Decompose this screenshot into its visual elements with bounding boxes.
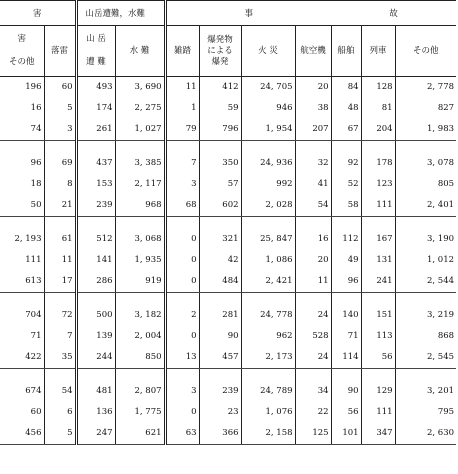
cell-sonota: 18 [30,179,42,189]
cell-ressha: 241 [361,271,395,293]
cell-rakurai: 35 [44,347,76,369]
cell-bakuhatsu: 366 [199,423,241,445]
gap-cell [241,293,295,306]
group-gap-row [0,293,456,306]
cell-ressha: 204 [361,119,395,141]
cell-ressha: 111 [361,195,395,217]
cell-bakuhatsu: 42 [199,250,241,271]
gap-cell [331,217,361,230]
cell-sangaku: 493 [76,77,115,99]
cell-koukuuki: 34 [295,381,331,402]
cell-suinan: 968 [115,195,165,217]
cell-ressha: 81 [361,98,395,119]
cell-sangaku: 244 [76,347,115,369]
cell-senpaku: 67 [331,119,361,141]
cell-bakuhatsu: 57 [199,174,241,195]
gap-cell [165,293,199,306]
group-header-sangaku-suinan: 山岳遭難，水難 [76,1,165,26]
cell-senpaku: 49 [331,250,361,271]
cell-sonota2: 3, 190 [395,229,456,250]
cell-sangaku: 261 [76,119,115,141]
gap-cell [0,141,44,154]
table-row [0,381,456,402]
cell-rakurai: 21 [44,195,76,217]
gap-cell [199,293,241,306]
cell-sangaku: 512 [76,229,115,250]
cell-senpaku: 96 [331,271,361,293]
cell-suinan: 3, 068 [115,229,165,250]
gap-cell [361,217,395,230]
cell-zattou: 7 [165,153,199,174]
col-header-bakuhatsu-line2: による [207,45,233,56]
table-row [0,250,456,271]
col-header-bakuhatsu [199,26,241,77]
cell-zattou: 3 [165,381,199,402]
gap-cell [361,293,395,306]
cell-kasai: 24, 936 [241,153,295,174]
cell-kasai: 2, 173 [241,347,295,369]
cell-senpaku: 140 [331,305,361,326]
cell-rakurai: 5 [44,423,76,445]
gap-cell [115,141,165,154]
cell-sonota2: 1, 012 [395,250,456,271]
gap-cell [165,141,199,154]
cell-kasai: 962 [241,326,295,347]
col-header-sangaku-top: 山 岳 [86,34,106,44]
gap-cell [115,369,165,382]
gap-cell [165,217,199,230]
cell-zattou: 63 [165,423,199,445]
cell-zattou: 3 [165,174,199,195]
cell-koukuuki: 207 [295,119,331,141]
col-header-senpaku: 船舶 [331,26,361,77]
cell-senpaku: 112 [331,229,361,250]
cell-sangaku: 141 [76,250,115,271]
col-header-sonota-bottom: その他 [8,57,35,67]
cell-senpaku: 90 [331,381,361,402]
cell-zattou: 0 [165,326,199,347]
gap-cell [361,369,395,382]
cell-sangaku: 500 [76,305,115,326]
cell-suinan: 3, 385 [115,153,165,174]
group-header-ji: 事 [165,1,331,26]
table-row [0,402,456,423]
cell-sonota: 456 [0,423,44,445]
cell-bakuhatsu: 412 [199,77,241,99]
header-row-columns [0,26,456,77]
col-header-sangaku-bottom: 遭 難 [86,57,106,67]
cell-ressha: 347 [361,423,395,445]
cell-rakurai: 8 [44,174,76,195]
cell-kasai: 24, 789 [241,381,295,402]
cell-koukuuki: 38 [295,98,331,119]
table-row [0,195,456,217]
cell-zattou: 68 [165,195,199,217]
gap-cell [44,217,76,230]
cell-suinan: 2, 275 [115,98,165,119]
cell-koukuuki: 16 [295,229,331,250]
gap-cell [295,141,331,154]
cell-sonota2: 2, 401 [395,195,456,217]
cell-koukuuki: 125 [295,423,331,445]
cell-sangaku: 247 [76,423,115,445]
col-header-rakurai: 落雷 [44,26,76,77]
cell-bakuhatsu: 457 [199,347,241,369]
cell-kasai: 25, 847 [241,229,295,250]
col-header-bakuhatsu-line3: 爆発 [211,56,229,67]
col-header-sonota-top: 害 [17,34,26,44]
col-header-zattou: 雑踏 [165,26,199,77]
cell-suinan: 3, 182 [115,305,165,326]
table-row [0,229,456,250]
cell-sonota: 2, 193 [14,234,42,244]
cell-bakuhatsu: 484 [199,271,241,293]
group-header-ko: 故 [331,1,456,26]
cell-sonota2: 3, 078 [395,153,456,174]
cell-kasai: 1, 086 [241,250,295,271]
cell-sonota: 60 [30,407,42,417]
cell-bakuhatsu: 602 [199,195,241,217]
cell-bakuhatsu: 796 [199,119,241,141]
gap-cell [76,141,115,154]
cell-zattou: 0 [165,250,199,271]
cell-kasai: 1, 076 [241,402,295,423]
gap-cell [395,141,456,154]
gap-cell [199,369,241,382]
cell-sonota2: 805 [395,174,456,195]
cell-ressha: 111 [361,402,395,423]
gap-cell [361,141,395,154]
cell-sonota: 422 [0,347,44,369]
cell-sonota: 613 [0,271,44,293]
cell-senpaku: 114 [331,347,361,369]
cell-sonota: 196 [25,82,42,92]
cell-sonota2: 2, 545 [395,347,456,369]
cell-zattou: 0 [165,271,199,293]
table-row [0,305,456,326]
cell-sonota: 74 [0,119,44,141]
table-body [0,77,456,445]
cell-sonota: 704 [25,310,42,320]
table-row [0,98,456,119]
cell-sonota2: 3, 201 [395,381,456,402]
cell-sonota2: 1, 983 [395,119,456,141]
cell-ressha: 128 [361,77,395,99]
gap-cell [76,217,115,230]
cell-bakuhatsu: 23 [199,402,241,423]
col-header-koukuuki: 航空機 [295,26,331,77]
gap-cell [241,217,295,230]
gap-cell [295,217,331,230]
gap-cell [241,369,295,382]
cell-suinan: 3, 690 [115,77,165,99]
cell-kasai: 2, 028 [241,195,295,217]
cell-bakuhatsu: 90 [199,326,241,347]
cell-rakurai: 6 [44,402,76,423]
gap-cell [44,141,76,154]
cell-kasai: 946 [241,98,295,119]
cell-senpaku: 71 [331,326,361,347]
cell-zattou: 0 [165,229,199,250]
cell-suinan: 1, 027 [115,119,165,141]
cell-rakurai: 11 [44,250,76,271]
cell-sonota2: 2, 778 [395,77,456,99]
cell-suinan: 2, 117 [115,174,165,195]
header-row-top [0,1,456,26]
col-header-bakuhatsu-line1: 爆発物 [207,34,233,45]
cell-koukuuki: 54 [295,195,331,217]
cell-senpaku: 58 [331,195,361,217]
cell-rakurai: 5 [44,98,76,119]
cell-senpaku: 101 [331,423,361,445]
cell-senpaku: 52 [331,174,361,195]
cell-sangaku: 286 [76,271,115,293]
gap-cell [44,293,76,306]
cell-suinan: 2, 004 [115,326,165,347]
cell-kasai: 2, 421 [241,271,295,293]
gap-cell [199,141,241,154]
cell-bakuhatsu: 321 [199,229,241,250]
cell-sonota: 674 [25,386,42,396]
cell-sangaku: 136 [76,402,115,423]
cell-kasai: 2, 158 [241,423,295,445]
cell-sonota: 111 [25,255,42,265]
cell-zattou: 1 [165,98,199,119]
cell-senpaku: 92 [331,153,361,174]
cell-suinan: 1, 775 [115,402,165,423]
cell-koukuuki: 24 [295,347,331,369]
cell-senpaku: 84 [331,77,361,99]
cell-koukuuki: 24 [295,305,331,326]
cell-sangaku: 139 [76,326,115,347]
cell-sonota2: 795 [395,402,456,423]
cell-zattou: 11 [165,77,199,99]
group-header-gai: 害 [0,1,76,26]
gap-cell [76,293,115,306]
cell-rakurai: 72 [44,305,76,326]
cell-koukuuki: 11 [295,271,331,293]
cell-sonota: 50 [0,195,44,217]
gap-cell [395,369,456,382]
cell-sangaku: 481 [76,381,115,402]
cell-zattou: 13 [165,347,199,369]
col-header-kasai: 火 災 [241,26,295,77]
cell-ressha: 178 [361,153,395,174]
cell-ressha: 151 [361,305,395,326]
cell-sonota2: 868 [395,326,456,347]
cell-rakurai: 69 [44,153,76,174]
cell-rakurai: 54 [44,381,76,402]
cell-suinan: 621 [115,423,165,445]
cell-kasai: 24, 778 [241,305,295,326]
gap-cell [115,217,165,230]
cell-rakurai: 61 [44,229,76,250]
col-header-sonota2: その他 [395,26,456,77]
cell-ressha: 56 [361,347,395,369]
gap-cell [76,369,115,382]
gap-cell [295,293,331,306]
cell-bakuhatsu: 59 [199,98,241,119]
cell-sonota: 16 [30,103,42,113]
table-row [0,423,456,445]
cell-koukuuki: 528 [295,326,331,347]
gap-cell [331,293,361,306]
cell-sangaku: 239 [76,195,115,217]
cell-rakurai: 17 [44,271,76,293]
table-row [0,174,456,195]
gap-cell [331,141,361,154]
table-row [0,153,456,174]
cell-koukuuki: 20 [295,250,331,271]
gap-cell [241,141,295,154]
cell-suinan: 850 [115,347,165,369]
cell-koukuuki: 41 [295,174,331,195]
gap-cell [0,369,44,382]
gap-cell [395,293,456,306]
cell-rakurai: 60 [44,77,76,99]
group-gap-row [0,369,456,382]
cell-bakuhatsu: 281 [199,305,241,326]
cell-sonota: 71 [30,331,42,341]
cell-kasai: 1, 954 [241,119,295,141]
cell-ressha: 113 [361,326,395,347]
col-header-suinan: 水 難 [115,26,165,77]
cell-koukuuki: 20 [295,77,331,99]
cell-sangaku: 437 [76,153,115,174]
group-gap-row [0,217,456,230]
gap-cell [199,217,241,230]
cell-ressha: 123 [361,174,395,195]
cell-zattou: 79 [165,119,199,141]
cell-kasai: 24, 705 [241,77,295,99]
cell-ressha: 131 [361,250,395,271]
cell-sonota2: 827 [395,98,456,119]
cell-zattou: 0 [165,402,199,423]
cell-sonota2: 2, 630 [395,423,456,445]
cell-koukuuki: 22 [295,402,331,423]
col-header-sonota [0,26,44,77]
table-row [0,326,456,347]
cell-suinan: 919 [115,271,165,293]
cell-ressha: 129 [361,381,395,402]
cell-sangaku: 153 [76,174,115,195]
col-header-sangaku [76,26,115,77]
table-row [0,347,456,369]
cell-suinan: 1, 935 [115,250,165,271]
table-row [0,77,456,99]
gap-cell [295,369,331,382]
gap-cell [331,369,361,382]
cell-kasai: 992 [241,174,295,195]
cell-sangaku: 174 [76,98,115,119]
cell-senpaku: 56 [331,402,361,423]
cell-sonota2: 3, 219 [395,305,456,326]
gap-cell [0,293,44,306]
cell-sonota2: 2, 544 [395,271,456,293]
cell-bakuhatsu: 350 [199,153,241,174]
cell-zattou: 2 [165,305,199,326]
gap-cell [0,217,44,230]
group-gap-row [0,141,456,154]
cell-rakurai: 3 [44,119,76,141]
cell-bakuhatsu: 239 [199,381,241,402]
cell-rakurai: 7 [44,326,76,347]
table-row [0,119,456,141]
cell-senpaku: 48 [331,98,361,119]
gap-cell [115,293,165,306]
gap-cell [165,369,199,382]
cell-sonota: 96 [30,158,42,168]
cell-suinan: 2, 807 [115,381,165,402]
cell-ressha: 167 [361,229,395,250]
table-row [0,271,456,293]
col-header-ressha: 列車 [361,26,395,77]
gap-cell [395,217,456,230]
gap-cell [44,369,76,382]
cell-koukuuki: 32 [295,153,331,174]
